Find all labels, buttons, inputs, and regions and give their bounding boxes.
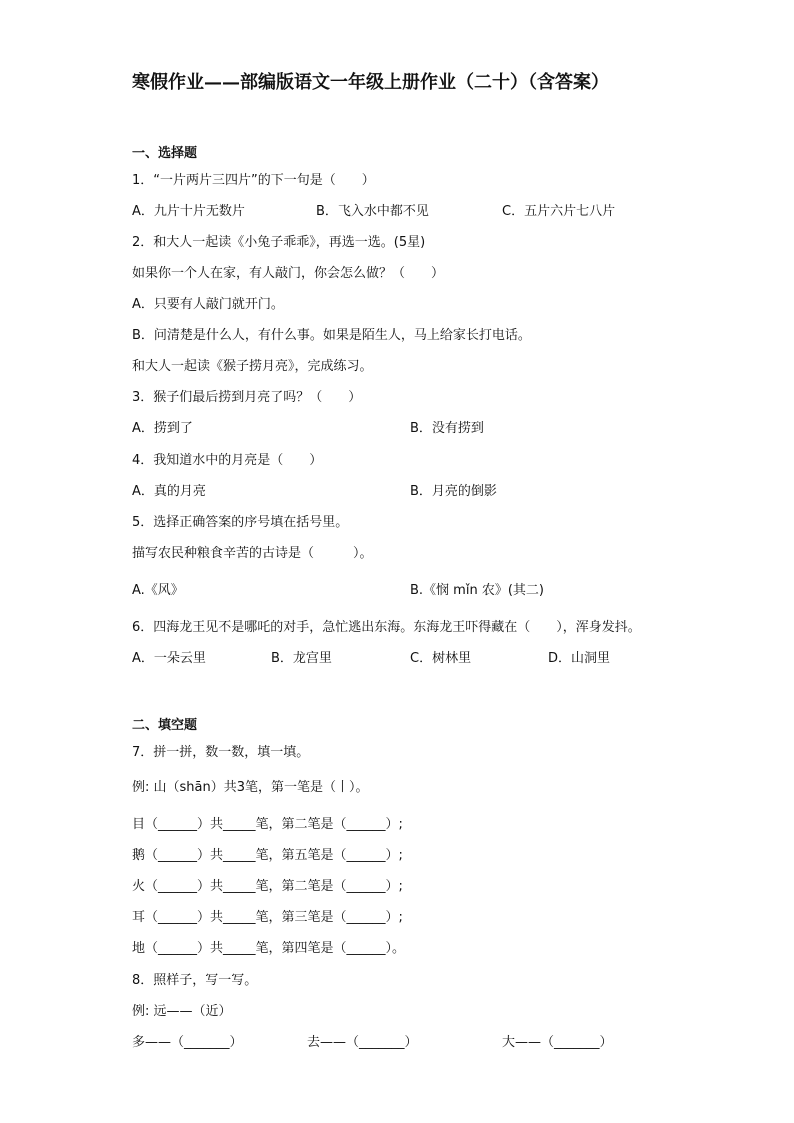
question-5-option-a: A.《风》 bbox=[132, 583, 184, 598]
question-8-item: 大——（_______） bbox=[502, 1035, 613, 1050]
question-3-stem: 3．猴子们最后捞到月亮了吗？（ ） bbox=[132, 390, 362, 405]
question-7-row: 鹅（______）共_____笔，第五笔是（______）; bbox=[132, 848, 403, 863]
question-7-row: 地（______）共_____笔，第四笔是（______）。 bbox=[132, 941, 406, 956]
question-3-option-a: A．捞到了 bbox=[132, 421, 193, 436]
question-1-option-b: B．飞入水中都不见 bbox=[316, 204, 429, 219]
question-2-option-b: B．问清楚是什么人，有什么事。如果是陌生人，马上给家长打电话。 bbox=[132, 328, 531, 343]
section-heading-choice: 一、选择题 bbox=[132, 146, 198, 161]
question-5-option-b: B.《悯 mǐn 农》(其二) bbox=[410, 583, 544, 598]
question-7-row: 目（______）共_____笔，第二笔是（______）; bbox=[132, 817, 403, 832]
question-2-stem: 如果你一个人在家，有人敲门，你会怎么做？（ ） bbox=[132, 266, 445, 281]
question-6-stem: 6．四海龙王见不是哪吒的对手，急忙逃出东海。东海龙王吓得藏在（ ），浑身发抖。 bbox=[132, 620, 641, 635]
question-8-stem: 8．照样子，写一写。 bbox=[132, 973, 258, 988]
question-8-example: 例: 远——（近） bbox=[132, 1004, 232, 1019]
reading-instruction: 和大人一起读《猴子捞月亮》，完成练习。 bbox=[132, 359, 373, 374]
question-1-option-c: C．五片六片七八片 bbox=[502, 204, 616, 219]
question-6-option-d: D．山洞里 bbox=[548, 651, 611, 666]
question-5-stem: 描写农民种粮食辛苦的古诗是（ ）。 bbox=[132, 546, 373, 561]
question-8-item: 去——（_______） bbox=[307, 1035, 418, 1050]
page-title: 寒假作业——部编版语文一年级上册作业（二十）（含答案） bbox=[132, 72, 609, 93]
question-6-option-c: C．树林里 bbox=[410, 651, 472, 666]
question-4-stem: 4．我知道水中的月亮是（ ） bbox=[132, 453, 323, 468]
question-2-intro: 2．和大人一起读《小兔子乖乖》，再选一选。(5星) bbox=[132, 235, 426, 250]
question-6-option-b: B．龙宫里 bbox=[271, 651, 332, 666]
question-7-stem: 7．拼一拼，数一数，填一填。 bbox=[132, 745, 310, 760]
question-6-option-a: A．一朵云里 bbox=[132, 651, 206, 666]
question-3-option-b: B．没有捞到 bbox=[410, 421, 484, 436]
question-4-option-a: A．真的月亮 bbox=[132, 484, 206, 499]
question-7-row: 火（______）共_____笔，第二笔是（______）; bbox=[132, 879, 403, 894]
section-heading-fill: 二、填空题 bbox=[132, 718, 198, 733]
question-4-option-b: B．月亮的倒影 bbox=[410, 484, 497, 499]
question-5-intro: 5．选择正确答案的序号填在括号里。 bbox=[132, 515, 349, 530]
question-7-row: 耳（______）共_____笔，第三笔是（______）; bbox=[132, 910, 403, 925]
question-2-option-a: A．只要有人敲门就开门。 bbox=[132, 297, 284, 312]
question-8-item: 多——（_______） bbox=[132, 1035, 243, 1050]
question-7-example: 例: 山（shān）共3笔，第一笔是（丨）。 bbox=[132, 780, 369, 795]
question-1-option-a: A．九片十片无数片 bbox=[132, 204, 245, 219]
question-1-stem: 1．“一片两片三四片”的下一句是（ ） bbox=[132, 173, 375, 188]
